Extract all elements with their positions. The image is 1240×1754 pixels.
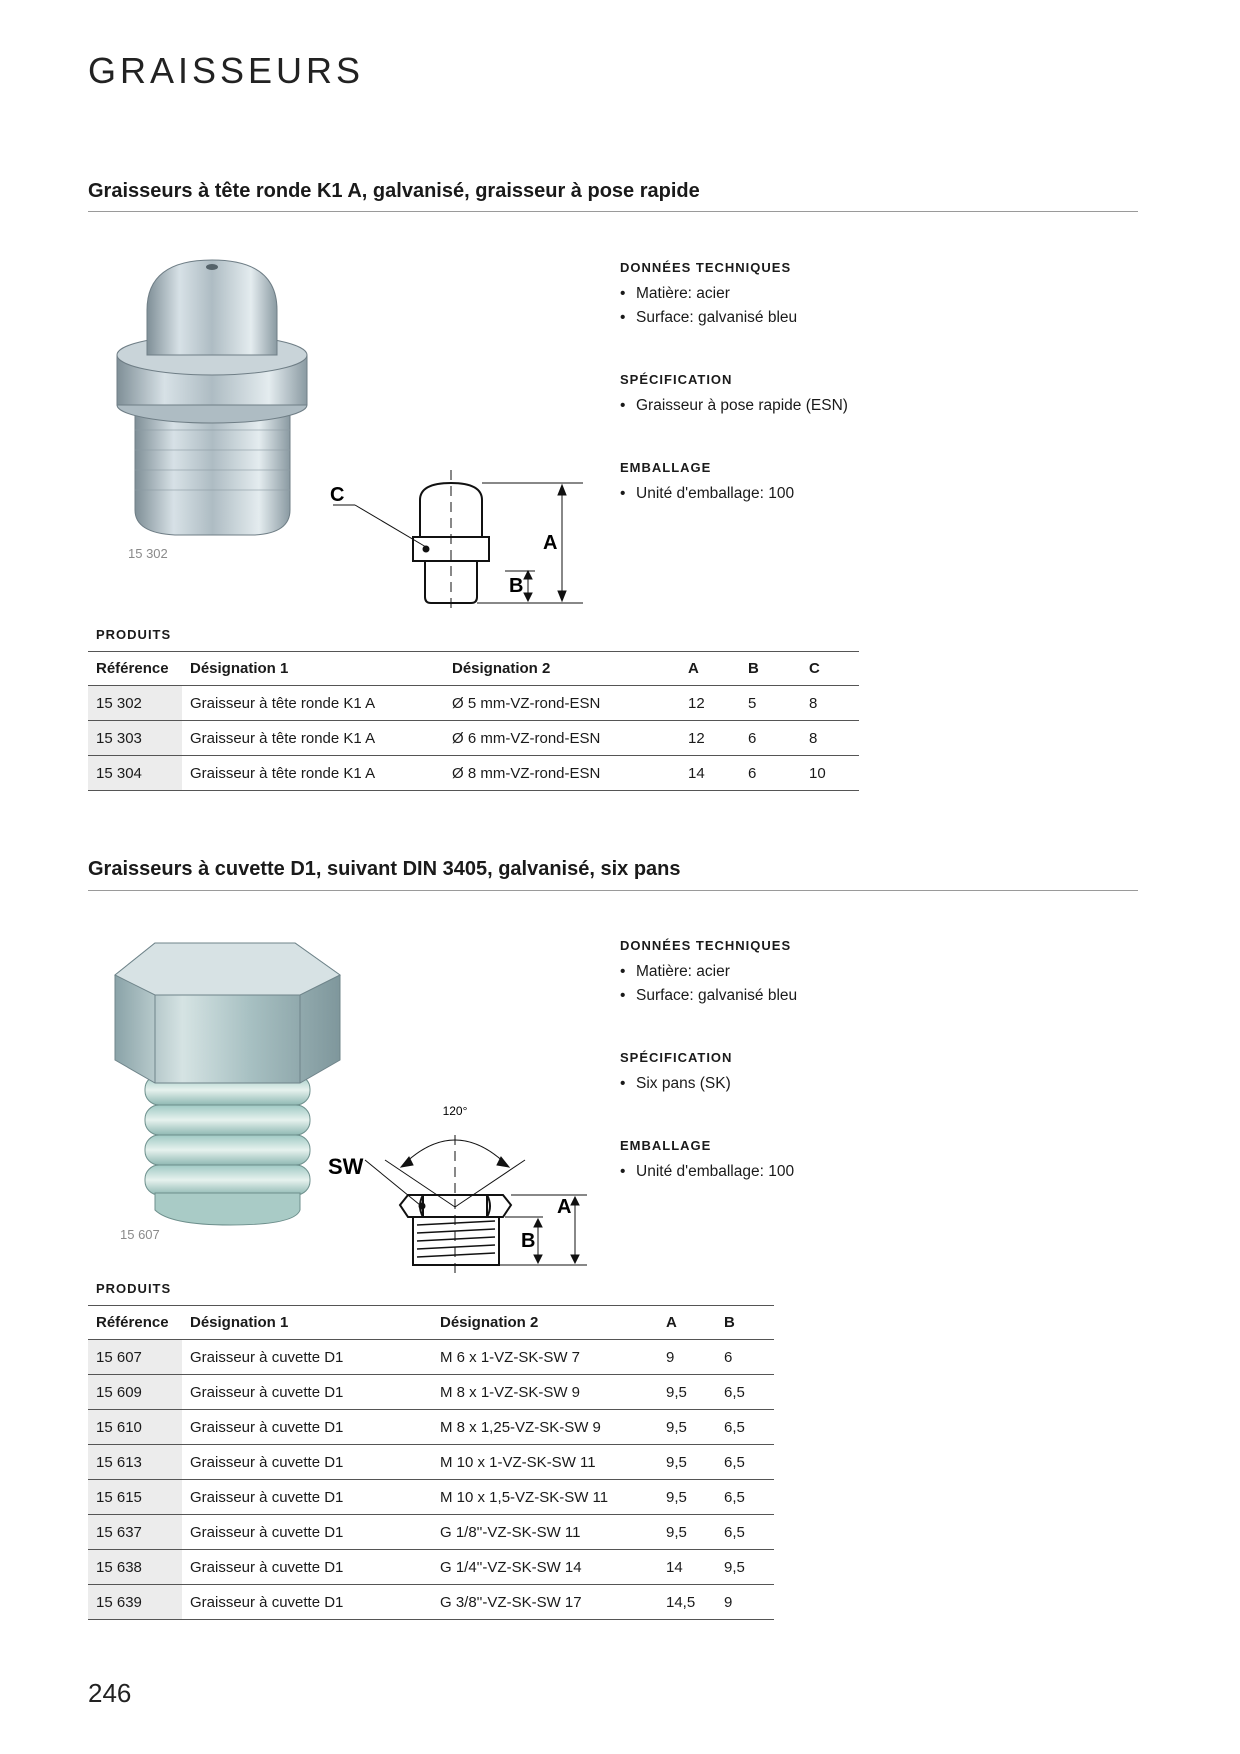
col-header: Désignation 2 [432,1306,658,1340]
cell: Ø 8 mm-VZ-rond-ESN [444,756,680,791]
diagram-label-a: A [557,1196,572,1218]
specs-d1 [620,934,797,1222]
section-divider [88,890,1138,891]
cell: M 8 x 1-VZ-SK-SW 9 [432,1375,658,1410]
cell: 9,5 [658,1410,716,1445]
cell: 9 [716,1585,774,1620]
cell: Graisseur à tête ronde K1 A [182,721,444,756]
spec-item: • Unité d'emballage: 100 [620,482,848,506]
cell-reference: 15 302 [88,686,182,721]
cell: G 1/8''-VZ-SK-SW 11 [432,1515,658,1550]
products-table-k1a [88,651,859,791]
table-row [88,756,859,791]
donnees-heading: DONNÉES TECHNIQUES [620,938,792,953]
col-header: C [801,652,859,686]
cell: Graisseur à cuvette D1 [182,1515,432,1550]
cell: Graisseur à cuvette D1 [182,1375,432,1410]
page-title: GRAISSEURS [88,50,365,91]
specification-heading: SPÉCIFICATION [620,372,733,387]
image-reference: 15 302 [128,546,168,561]
specification-heading: SPÉCIFICATION [620,1050,733,1065]
diagram-label-angle: 120° [442,1104,468,1118]
produits-heading: PRODUITS [96,1281,172,1296]
table-row [88,686,859,721]
spec-item: • Surface: galvanisé bleu [620,984,797,1008]
spec-item: • Unité d'emballage: 100 [620,1160,797,1184]
cell: Graisseur à cuvette D1 [182,1550,432,1585]
diagram-label-b: B [521,1230,536,1252]
cell: Graisseur à tête ronde K1 A [182,756,444,791]
diagram-label-a: A [543,532,558,554]
technical-drawing-k1a [325,465,585,615]
products-table-d1 [88,1305,774,1620]
col-header: A [658,1306,716,1340]
table-row [88,1515,774,1550]
cell: 6 [740,756,801,791]
cell: 10 [801,756,859,791]
product-photo-d1 [110,935,350,1235]
spec-item: • Graisseur à pose rapide (ESN) [620,394,848,418]
table-row [88,1480,774,1515]
col-header: B [740,652,801,686]
table-header-row [88,652,859,686]
spec-item: • Six pans (SK) [620,1072,797,1096]
cell-reference: 15 638 [88,1550,182,1585]
cell: 12 [680,686,740,721]
cell: 6 [740,721,801,756]
diagram-label-b: B [509,575,524,597]
cell: 9,5 [658,1515,716,1550]
col-header: Référence [88,652,182,686]
cell: 6,5 [716,1515,774,1550]
cell-reference: 15 304 [88,756,182,791]
cell-reference: 15 607 [88,1340,182,1375]
produits-heading: PRODUITS [96,627,172,642]
col-header: B [716,1306,774,1340]
cell-reference: 15 609 [88,1375,182,1410]
section-divider [88,211,1138,212]
cell: M 6 x 1-VZ-SK-SW 7 [432,1340,658,1375]
cell: 9,5 [716,1550,774,1585]
cell: 14,5 [658,1585,716,1620]
cell-reference: 15 615 [88,1480,182,1515]
cell: 8 [801,686,859,721]
cell: 9,5 [658,1480,716,1515]
cell: Graisseur à cuvette D1 [182,1480,432,1515]
technical-drawing-d1 [325,1095,590,1280]
table-header-row [88,1306,774,1340]
col-header: A [680,652,740,686]
section-title-k1a: Graisseurs à tête ronde K1 A, galvanisé, graisseur à pose rapide [88,180,700,202]
spec-item: • Matière: acier [620,282,848,306]
cell: 12 [680,721,740,756]
table-row [88,1410,774,1445]
cell: Graisseur à cuvette D1 [182,1585,432,1620]
cell: 9,5 [658,1445,716,1480]
section-title-d1: Graisseurs à cuvette D1, suivant DIN 3405, galvanisé, six pans [88,858,681,880]
cell: 6,5 [716,1480,774,1515]
cell-reference: 15 637 [88,1515,182,1550]
cell: G 3/8''-VZ-SK-SW 17 [432,1585,658,1620]
table-row [88,1375,774,1410]
cell: M 8 x 1,25-VZ-SK-SW 9 [432,1410,658,1445]
table-row [88,1445,774,1480]
cell-reference: 15 639 [88,1585,182,1620]
cell: 9,5 [658,1375,716,1410]
cell-reference: 15 613 [88,1445,182,1480]
cell: Graisseur à cuvette D1 [182,1445,432,1480]
col-header: Désignation 1 [182,1306,432,1340]
emballage-heading: EMBALLAGE [620,460,712,475]
product-photo-k1a [105,255,325,545]
cell: 6 [716,1340,774,1375]
cell: Ø 5 mm-VZ-rond-ESN [444,686,680,721]
cell: 9 [658,1340,716,1375]
col-header: Désignation 1 [182,652,444,686]
cell: M 10 x 1-VZ-SK-SW 11 [432,1445,658,1480]
spec-item: • Matière: acier [620,960,797,984]
cell: G 1/4''-VZ-SK-SW 14 [432,1550,658,1585]
specs-k1a [620,256,848,544]
image-reference: 15 607 [120,1227,160,1242]
col-header: Désignation 2 [444,652,680,686]
page-number: 246 [88,1678,132,1708]
col-header: Référence [88,1306,182,1340]
table-row [88,721,859,756]
diagram-label-c: C [330,484,345,506]
cell: Graisseur à cuvette D1 [182,1410,432,1445]
cell: 14 [680,756,740,791]
cell: M 10 x 1,5-VZ-SK-SW 11 [432,1480,658,1515]
donnees-heading: DONNÉES TECHNIQUES [620,260,792,275]
cell: 6,5 [716,1410,774,1445]
table-row [88,1585,774,1620]
table-row [88,1550,774,1585]
cell-reference: 15 610 [88,1410,182,1445]
cell: 6,5 [716,1445,774,1480]
cell: Ø 6 mm-VZ-rond-ESN [444,721,680,756]
cell: 6,5 [716,1375,774,1410]
cell-reference: 15 303 [88,721,182,756]
cell: Graisseur à tête ronde K1 A [182,686,444,721]
spec-item: • Surface: galvanisé bleu [620,306,848,330]
cell: Graisseur à cuvette D1 [182,1340,432,1375]
cell: 5 [740,686,801,721]
diagram-label-sw: SW [328,1154,364,1179]
emballage-heading: EMBALLAGE [620,1138,712,1153]
table-row [88,1340,774,1375]
cell: 14 [658,1550,716,1585]
cell: 8 [801,721,859,756]
